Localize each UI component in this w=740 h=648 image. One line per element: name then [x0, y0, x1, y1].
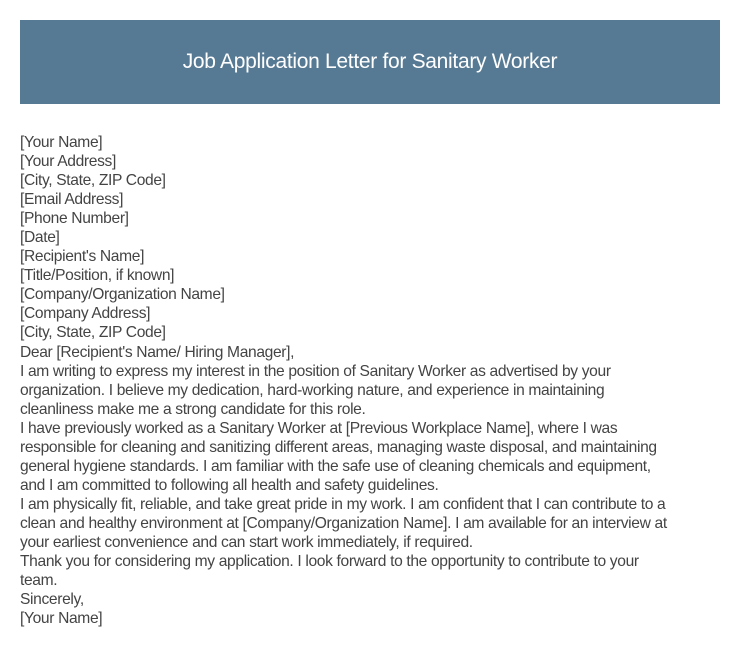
paragraph-thanks — [20, 552, 725, 590]
signature: [Your Name] — [20, 610, 103, 628]
paragraph-intro — [20, 362, 725, 419]
paragraph-line: I have previously worked as a Sanitary Worker at [Previous Workplace Name], where I was — [20, 419, 618, 437]
paragraph-line: I am writing to express my interest in the position of Sanitary Worker as advertised by your — [20, 362, 611, 380]
recipient-address: [Company Address] — [20, 305, 151, 323]
paragraph-line: I am physically fit, reliable, and take great pride in my work. I am confident that I can contribute to a — [20, 495, 666, 513]
recipient-title: [Title/Position, if known] — [20, 267, 175, 285]
sender-address: [Your Address] — [20, 153, 116, 171]
letter-body — [20, 133, 725, 628]
recipient-name: [Recipient's Name] — [20, 248, 145, 266]
sender-block — [20, 133, 725, 228]
paragraph-line: organization. I believe my dedication, hard-working nature, and experience in maintaining — [20, 381, 605, 399]
recipient-city-state-zip: [City, State, ZIP Code] — [20, 324, 166, 342]
sender-name: [Your Name] — [20, 134, 103, 151]
paragraph-line: Thank you for considering my application. I look forward to the opportunity to contribute to your — [20, 553, 639, 571]
title-banner — [20, 20, 720, 104]
salutation: Dear [Recipient's Name/ Hiring Manager], — [20, 343, 295, 361]
recipient-block — [20, 247, 725, 342]
page-title: Job Application Letter for Sanitary Worker — [182, 50, 558, 73]
paragraph-line: your earliest convenience and can start work immediately, if required. — [20, 533, 473, 551]
paragraph-line: general hygiene standards. I am familiar with the safe use of cleaning chemicals and equipment, — [20, 457, 651, 475]
paragraph-line: team. — [20, 572, 58, 590]
letter-date: [Date] — [20, 229, 60, 247]
paragraph-line: and I am committed to following all health and safety guidelines. — [20, 476, 439, 494]
sender-email: [Email Address] — [20, 191, 124, 209]
paragraph-line: responsible for cleaning and sanitizing different areas, managing waste disposal, and maintaining — [20, 438, 657, 456]
closing: Sincerely, — [20, 591, 84, 609]
recipient-company: [Company/Organization Name] — [20, 286, 225, 304]
sender-phone: [Phone Number] — [20, 210, 129, 228]
paragraph-experience — [20, 419, 725, 495]
sender-city-state-zip: [City, State, ZIP Code] — [20, 172, 166, 190]
paragraph-line: clean and healthy environment at [Company/Organization Name]. I am available for an interview at — [20, 514, 667, 532]
paragraph-qualities — [20, 495, 725, 552]
paragraph-line: cleanliness make me a strong candidate for this role. — [20, 400, 366, 418]
